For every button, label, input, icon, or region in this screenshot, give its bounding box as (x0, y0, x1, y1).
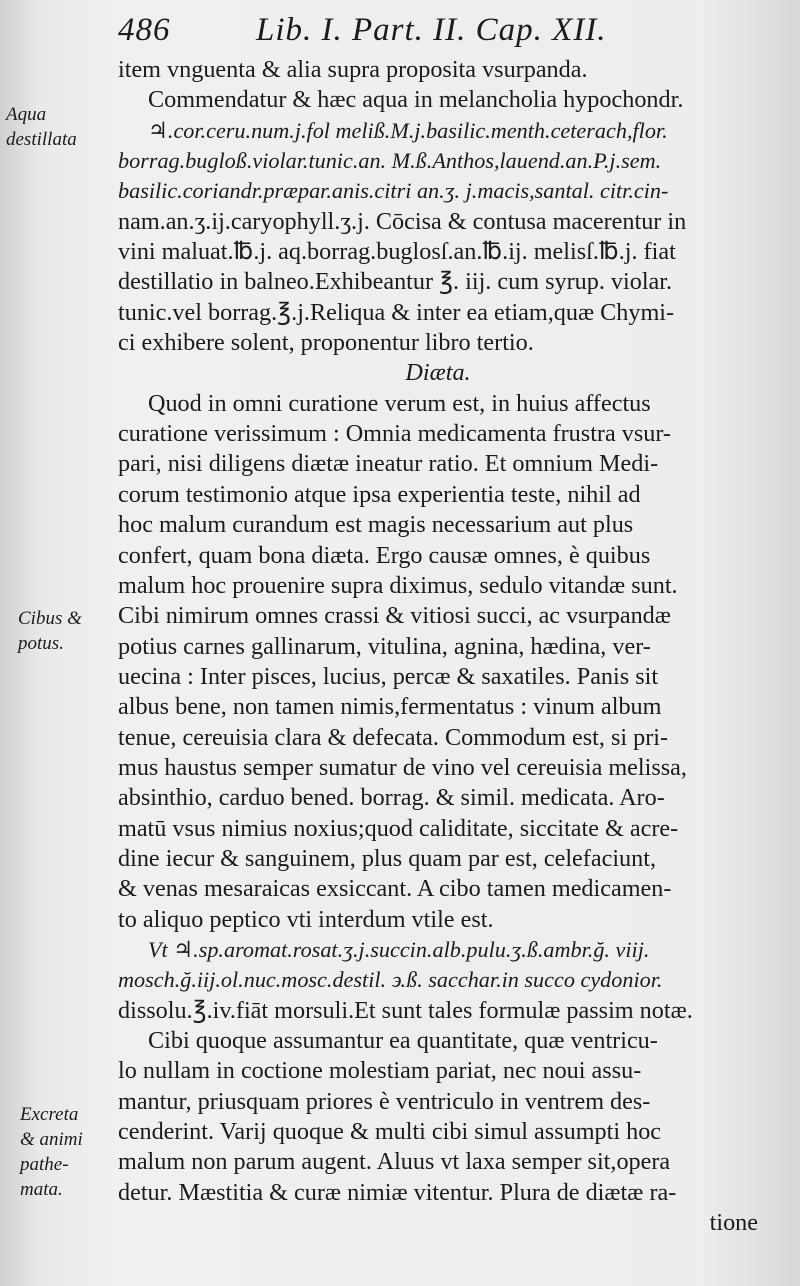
section-heading: Diæta. (405, 359, 471, 387)
body-text (118, 55, 758, 1238)
body-line: to aliquo peptico vti interdum vtile est. (118, 905, 494, 933)
running-head: Lib. I. Part. II. Cap. XII. (256, 12, 607, 48)
body-line: uecina : Inter pisces, lucius, percæ & saxatiles. Panis sit (118, 662, 659, 690)
body-line: vini maluat.℔.j. aq.borrag.buglosſ.an.℔.ij. melisſ.℔.j. fiat (118, 238, 676, 266)
body-line: malum hoc prouenire supra diximus, sedulo vitandæ sunt. (118, 571, 678, 599)
body-line: Vt ♃.sp.aromat.rosat.ʒ.j.succin.alb.pulu.ʒ.ß.ambr.ğ. viij. (148, 936, 650, 962)
body-line: curatione verissimum : Omnia medicamenta frustra vsur- (118, 420, 671, 448)
body-line: nam.an.ʒ.ij.caryophyll.ʒ.j. Cōcisa & contusa macerentur in (118, 207, 687, 235)
body-line: Commendatur & hæc aqua in melancholia hypochondr. (148, 86, 684, 114)
body-line: hoc malum curandum est magis necessarium aut plus (118, 511, 634, 539)
body-line: ci exhibere solent, proponentur libro tertio. (118, 329, 534, 357)
body-line: mantur, priusquam priores è ventriculo in ventrem des- (118, 1087, 651, 1115)
body-line: detur. Mæstitia & curæ nimiæ vitentur. Plura de diætæ ra- (118, 1178, 677, 1206)
body-line: & venas mesaraicas exsiccant. A cibo tamen medicamen- (118, 875, 672, 903)
margin-note-line: destillata (6, 129, 77, 150)
margin-note-line: pathe- (20, 1154, 69, 1175)
body-line: malum non parum augent. Aluus vt laxa semper sit,opera (118, 1148, 671, 1176)
page-header (118, 12, 758, 52)
margin-note-cibus-potus (18, 606, 82, 656)
body-line: Cibi nimirum omnes crassi & vitiosi succi, ac vsurpandæ (118, 602, 671, 630)
body-line: potius carnes gallinarum, vitulina, agnina, hædina, ver- (118, 632, 651, 660)
page-number: 486 (118, 12, 171, 48)
body-line: basilic.coriandr.præpar.anis.citri an.ʒ. j.macis,santal. citr.cin- (118, 178, 669, 204)
margin-note-line: Aqua (6, 104, 47, 125)
margin-note-line: & animi (20, 1129, 83, 1150)
margin-note-aqua-destillata (6, 102, 77, 152)
margin-note-line: Excreta (20, 1104, 79, 1125)
body-line: mus haustus semper sumatur de vino vel cereuisia melissa, (118, 753, 687, 781)
margin-note-line: mata. (20, 1179, 63, 1200)
body-line: lo nullam in coctione molestiam pariat, nec noui assu- (118, 1057, 642, 1085)
margin-note-line: Cibus & (18, 608, 82, 629)
body-line: dissolu.℥.iv.fiāt morsuli.Et sunt tales formulæ passim notæ. (118, 996, 693, 1024)
body-line: albus bene, non tamen nimis,fermentatus : vinum album (118, 693, 662, 721)
body-line: confert, quam bona diæta. Ergo causæ omnes, è quibus (118, 541, 651, 569)
body-line: tunic.vel borrag.℥.j.Reliqua & inter ea etiam,quæ Chymi- (118, 298, 675, 326)
margin-note-line: potus. (18, 633, 64, 654)
body-line: ♃.cor.ceru.num.j.fol meliß.M.j.basilic.menth.ceterach,flor. (148, 117, 668, 143)
body-line: mosch.ğ.iij.ol.nuc.mosc.destil. ϶.ß. sacchar.in succo cydonior. (118, 967, 663, 993)
body-line: dine iecur & sanguinem, plus quam par est, celefaciunt, (118, 844, 656, 872)
margin-note-excreta (20, 1102, 83, 1202)
body-line: destillatio in balneo.Exhibeantur ℥. iij. cum syrup. violar. (118, 268, 673, 296)
body-line: pari, nisi diligens diætæ ineatur ratio. Et omnium Medi- (118, 450, 659, 478)
body-line: matū vsus nimius noxius;quod caliditate, siccitate & acre- (118, 814, 679, 842)
body-line: cenderint. Varij quoque & multi cibi simul assumpti hoc (118, 1118, 662, 1146)
catchword: tione (709, 1209, 758, 1237)
body-line: tenue, cereuisia clara & defecata. Commodum est, si pri- (118, 723, 669, 751)
body-line: absinthio, carduo bened. borrag. & simil. medicata. Aro- (118, 784, 665, 812)
body-line: Cibi quoque assumantur ea quantitate, quæ ventricu- (148, 1027, 658, 1054)
body-line: item vnguenta & alia supra proposita vsurpanda. (118, 56, 588, 83)
body-line: Quod in omni curatione verum est, in huius affectus (148, 389, 651, 417)
body-line: borrag.bugloß.violar.tunic.an. M.ß.Anthos,lauend.an.P.j.sem. (118, 148, 662, 174)
body-line: corum testimonio atque ipsa experientia teste, nihil ad (118, 480, 641, 508)
